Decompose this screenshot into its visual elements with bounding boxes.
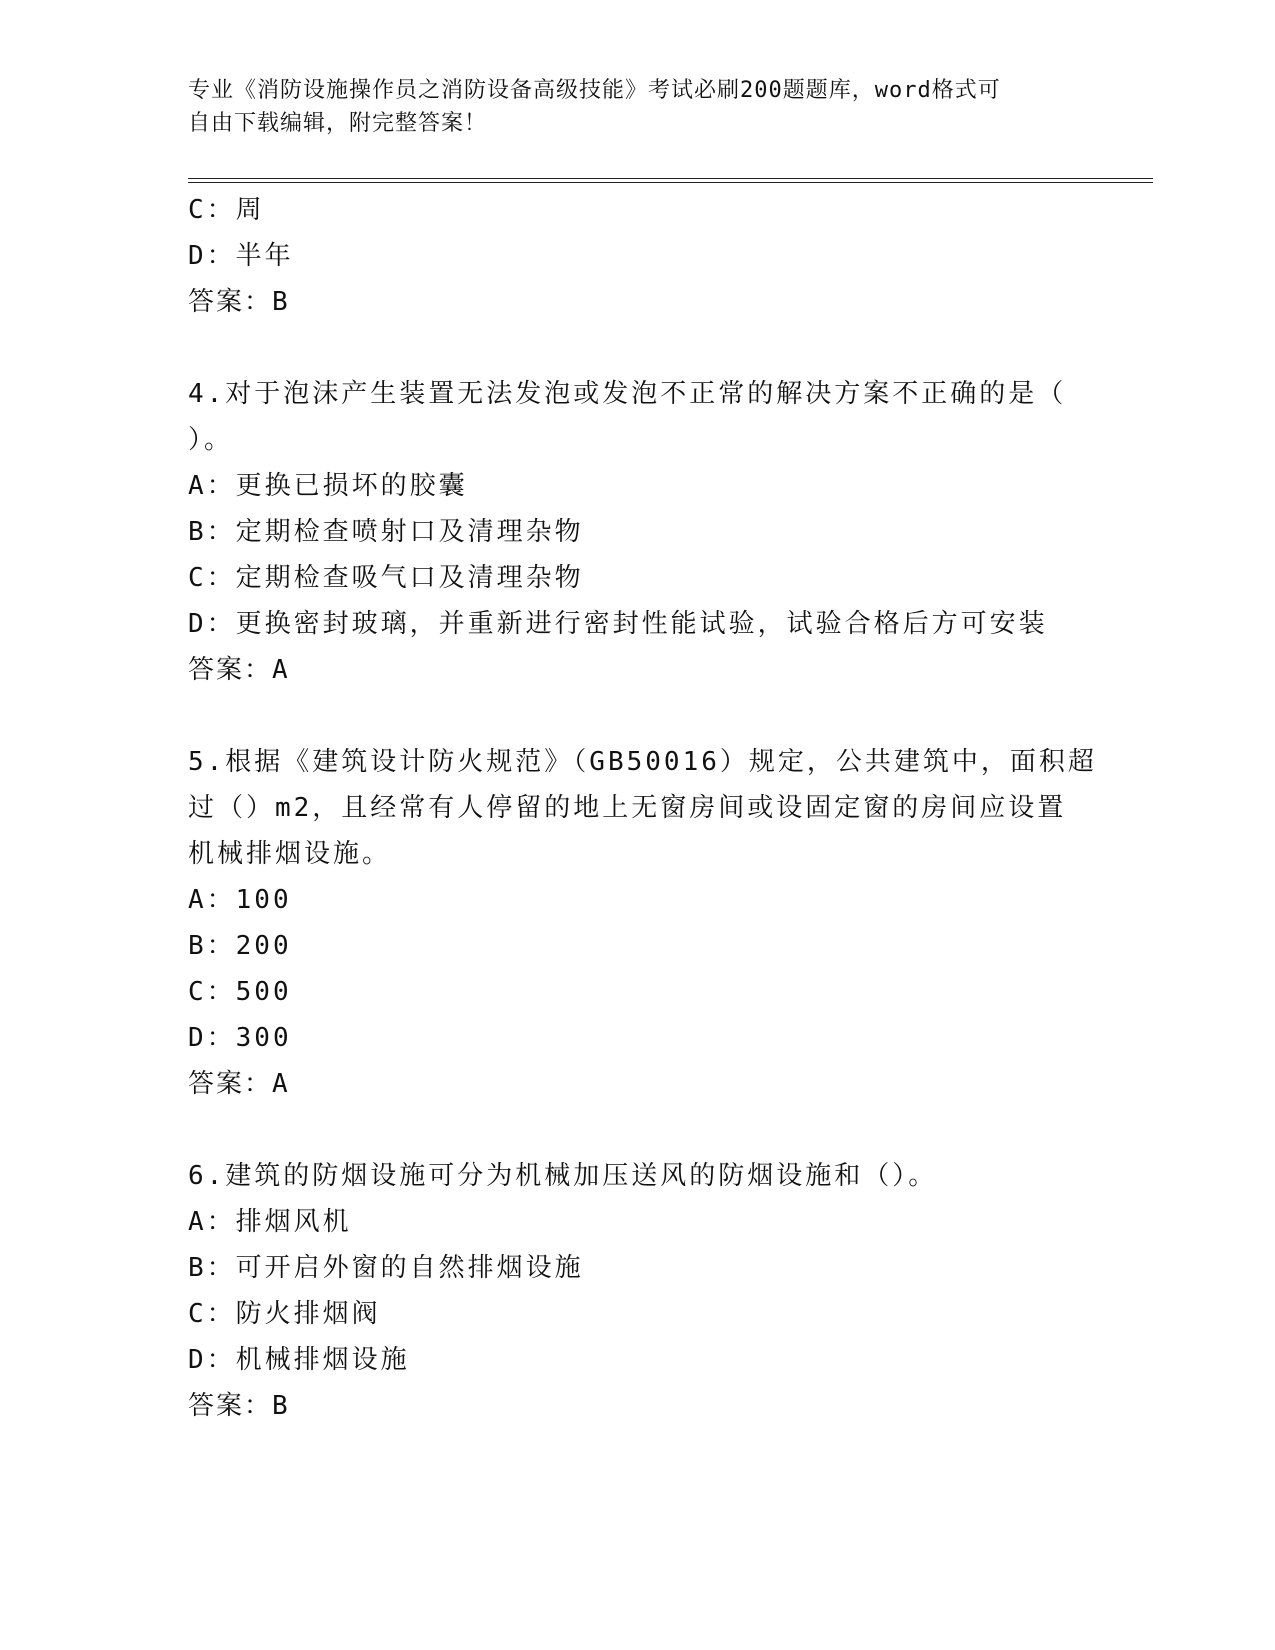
question-text-line: 4.对于泡沫产生装置无法发泡或发泡不正常的解决方案不正确的是（ [188,379,1067,409]
question-text-line: 机械排烟设施。 [188,839,392,869]
question-text-line: ）。 [188,425,234,455]
option-a: A：排烟风机 [188,1207,352,1237]
option-a: A：100 [188,885,292,915]
header-rule-top [188,178,1153,179]
header-line-1: 专业《消防设施操作员之消防设备高级技能》考试必刷200题题库，word格式可 [188,78,1001,103]
answer-label: 答案：A [188,655,290,685]
question-text-line: 6.建筑的防烟设施可分为机械加压送风的防烟设施和（）。 [188,1161,938,1191]
option-d: D：半年 [188,241,294,271]
question-text-line: 5.根据《建筑设计防火规范》（GB50016）规定，公共建筑中，面积超 [188,747,1097,777]
header-line-2: 自由下载编辑，附完整答案！ [188,111,488,136]
option-d: D：机械排烟设施 [188,1345,410,1375]
option-b: B：200 [188,931,292,961]
option-c: C：定期检查吸气口及清理杂物 [188,563,584,593]
option-a: A：更换已损坏的胶囊 [188,471,468,501]
question-4 [188,371,1088,693]
answer-label: 答案：B [188,1391,290,1421]
option-b: B：可开启外窗的自然排烟设施 [188,1253,584,1283]
option-c: C：防火排烟阀 [188,1299,381,1329]
question-6 [188,1153,1088,1429]
answer-label: 答案：B [188,287,290,317]
option-c: C：500 [188,977,292,1007]
header-rule-bottom [188,182,1153,183]
option-d: D：300 [188,1023,292,1053]
question-3-tail [188,187,1088,325]
question-list [188,187,1097,1429]
document-header [188,74,1068,140]
option-b: B：定期检查喷射口及清理杂物 [188,517,584,547]
option-c: C：周 [188,195,265,225]
question-text-line: 过（）m2，且经常有人停留的地上无窗房间或设固定窗的房间应设置 [188,793,1067,823]
option-d: D：更换密封玻璃，并重新进行密封性能试验，试验合格后方可安装 [188,609,1048,639]
answer-label: 答案：A [188,1069,290,1099]
question-5 [188,739,1097,1107]
